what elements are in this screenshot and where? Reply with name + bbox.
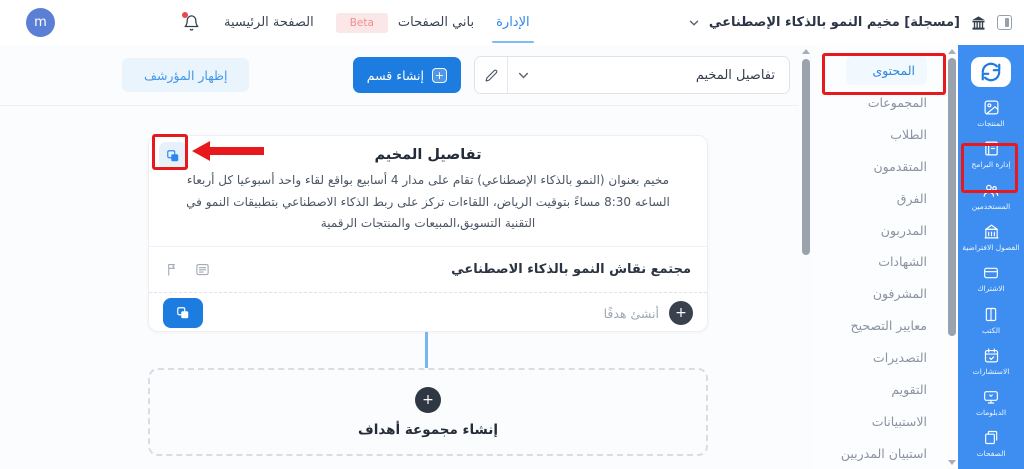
app-logo[interactable]: [971, 57, 1011, 87]
create-goal-label: أنشئ هدفًا: [603, 305, 659, 321]
subscription-card-icon: [982, 265, 1000, 281]
sidebar-item-exports[interactable]: التصديرات: [872, 350, 927, 366]
sidebar-item-pages[interactable]: الصفحات: [958, 428, 1024, 460]
sidebar-item-subscription[interactable]: الاشتراك: [958, 263, 1024, 295]
copy-icon: [166, 149, 180, 163]
virtual-classes-building-icon: [983, 223, 1000, 240]
school-icon: [970, 15, 987, 31]
notifications-bell-icon[interactable]: [183, 14, 200, 32]
duplicate-section-button[interactable]: [159, 142, 187, 170]
sidebar-item-certificates[interactable]: الشهادات: [878, 254, 927, 270]
pencil-icon: [485, 69, 498, 82]
pages-icon: [983, 429, 999, 446]
scroll-down-arrow[interactable]: [948, 460, 956, 465]
nav-page-builder[interactable]: باني الصفحات: [397, 15, 475, 30]
sidebar-item-applicants[interactable]: المتقدمون: [873, 158, 927, 174]
nav-home[interactable]: الصفحة الرئيسية: [224, 15, 314, 30]
section-select[interactable]: تفاصيل المخيم: [695, 67, 775, 83]
sidebar-item-trainer-survey[interactable]: استبيان المدربين: [840, 445, 927, 461]
community-row: [149, 246, 707, 292]
sidebar-item-teams[interactable]: الفرق: [896, 190, 927, 206]
sidebar-scrollbar: [945, 45, 958, 469]
users-icon: [982, 182, 1000, 199]
milestone-flag-icon: [165, 262, 180, 277]
scroll-up-arrow[interactable]: [948, 49, 956, 54]
scrollbar-thumb[interactable]: [802, 59, 810, 255]
create-section-button[interactable]: + إنشاء قسم: [353, 57, 461, 93]
sidebar-item-users[interactable]: المستخدمين: [958, 180, 1024, 212]
beta-badge: Beta: [336, 13, 388, 33]
plus-icon: +: [432, 68, 447, 83]
card-description: مخيم بعنوان (النمو بالذكاء الإصطناعي) تقام على مدار 4 أسابيع بواقع لقاء واحد أسبوعيا كل أربعاء الساعه 8:30 مساءً بتوقيت الرياض، اللقاءات تركز على ربط الذكاء الاصطناعي بتطبيقات النمو في التقنية التسويق،المبيعات والمنتجات الرقمية: [186, 173, 670, 231]
sidebar-item-books[interactable]: الكتب: [958, 304, 1024, 336]
workspace-title: [مسجلة] مخيم النمو بالذكاء الإصطناعي: [708, 15, 960, 30]
connector-line: [425, 332, 428, 368]
sidebar-item-supervisors[interactable]: المشرفون: [872, 286, 927, 302]
programs-book-icon: [983, 140, 1000, 157]
sidebar-item-students[interactable]: الطلاب: [890, 127, 927, 143]
sidebar-item-consultations[interactable]: الاستشارات: [958, 345, 1024, 377]
community-title: مجتمع نقاش النمو بالذكاء الاصطناعي: [451, 262, 691, 277]
show-archived-button[interactable]: إظهار المؤرشف: [122, 58, 249, 92]
duplicate-goal-button[interactable]: [163, 298, 203, 328]
section-select-group: [474, 56, 790, 94]
main-content: [0, 45, 799, 469]
sidebar-item-virtual-classes[interactable]: الفصول الافتراضية: [958, 221, 1024, 253]
sidebar-item-calendar[interactable]: التقويم: [891, 381, 927, 397]
sidebar-item-products[interactable]: المنتجات: [958, 97, 1024, 129]
create-goal-group-button[interactable]: + إنشاء مجموعة أهداف: [148, 368, 708, 456]
edit-section-button[interactable]: [475, 57, 508, 93]
section-sidebar: [812, 45, 945, 469]
list-card-icon: [194, 262, 211, 277]
sidebar-item-diplomas[interactable]: الدبلومات: [958, 386, 1024, 418]
main-nav: [224, 13, 530, 33]
collapse-panel-icon[interactable]: [997, 15, 1012, 30]
products-image-icon: [983, 99, 1000, 116]
chevron-down-icon[interactable]: [689, 18, 699, 28]
chevron-down-icon[interactable]: [508, 70, 529, 81]
card-title: تفاصيل المخيم: [374, 147, 482, 163]
sidebar-item-grading-criteria[interactable]: معايير التصحيح: [850, 318, 927, 334]
avatar[interactable]: m: [26, 8, 55, 37]
workspace-switcher[interactable]: [689, 15, 1012, 31]
divider: [0, 105, 799, 106]
diplomas-screen-icon: [982, 389, 1000, 405]
topbar: [0, 0, 1024, 45]
camp-details-card: [148, 135, 708, 332]
scrollbar-thumb[interactable]: [948, 58, 956, 336]
copy-icon: [176, 306, 190, 320]
books-icon: [983, 306, 999, 323]
sidebar-item-trainers[interactable]: المدربون: [880, 222, 927, 238]
create-goal-row: [149, 292, 707, 333]
sidebar-item-content[interactable]: المحتوى: [812, 55, 945, 87]
sidebar-item-groups[interactable]: المجموعات: [867, 95, 927, 111]
app-sidebar: [958, 45, 1024, 469]
sidebar-item-program-management[interactable]: إدارة البرامج: [958, 139, 1024, 171]
nav-admin[interactable]: الإدارة: [496, 15, 530, 30]
add-goal-button[interactable]: +: [669, 301, 693, 325]
notification-dot: [182, 12, 188, 18]
scroll-up-arrow[interactable]: [802, 49, 810, 54]
sidebar-item-surveys[interactable]: الاستبيانات: [871, 413, 927, 429]
plus-icon: +: [415, 387, 441, 413]
main-scrollbar: [799, 45, 812, 469]
sync-icon: [980, 61, 1002, 83]
consultations-calendar-icon: [983, 347, 1000, 364]
